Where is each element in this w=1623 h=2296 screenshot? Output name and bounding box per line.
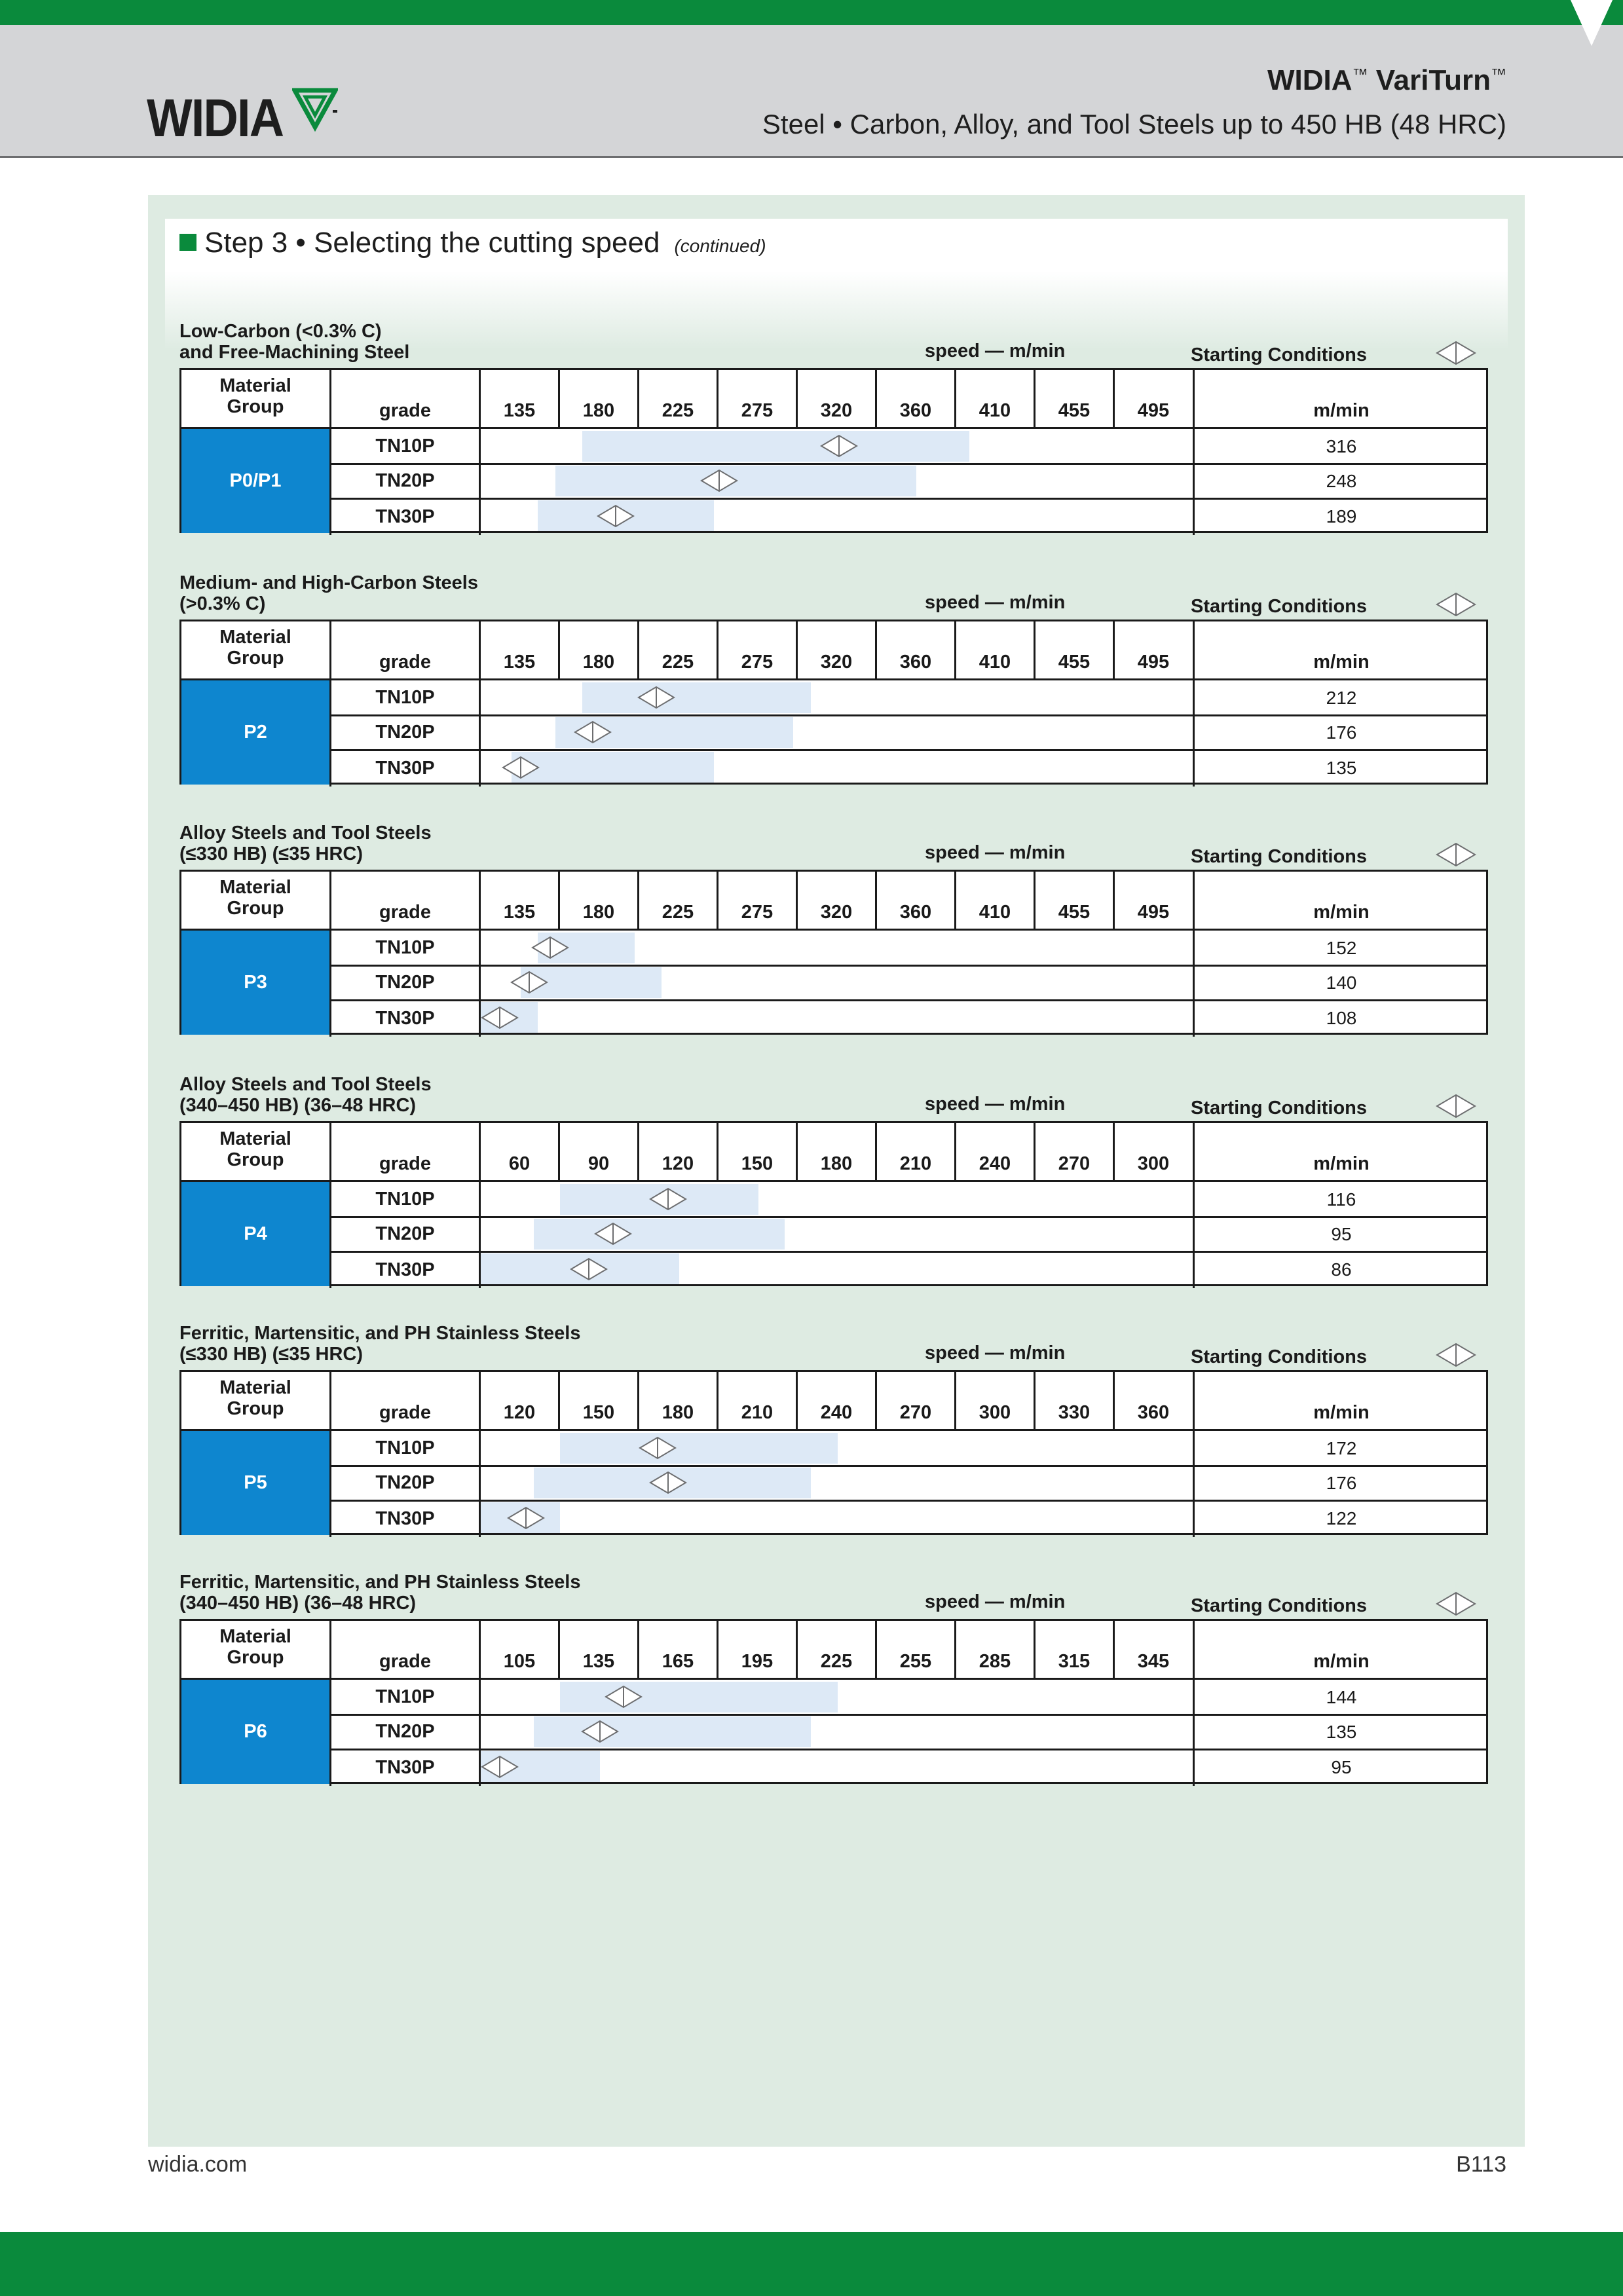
speed-column-header: 315 (1034, 1621, 1113, 1678)
speed-column-header: 165 (637, 1621, 717, 1678)
grade-cell: TN20P (329, 1217, 479, 1251)
section-title: Alloy Steels and Tool Steels (340–450 HB) (36–48 HRC) (179, 1074, 432, 1116)
speed-column-header: 300 (954, 1372, 1034, 1429)
starting-speed-value: 172 (1193, 1431, 1488, 1466)
section-title: Ferritic, Martensitic, and PH Stainless Steels (340–450 HB) (36–48 HRC) (179, 1572, 581, 1614)
starting-speed-value: 176 (1193, 1466, 1488, 1500)
page-subtitle: Steel • Carbon, Alloy, and Tool Steels up to 450 HB (48 HRC) (762, 109, 1506, 139)
table-header-row (181, 1621, 1486, 1680)
grade-header: grade (329, 370, 479, 427)
table-header-row (181, 872, 1486, 931)
insert-diamond-icon (507, 1506, 545, 1533)
section-title: Ferritic, Martensitic, and PH Stainless Steels (≤330 HB) (≤35 HRC) (179, 1323, 581, 1365)
material-group-cell: P2 (181, 680, 329, 785)
speed-range-cell (479, 715, 1193, 750)
page-header (0, 25, 1623, 158)
speed-column-header: 210 (875, 1123, 954, 1180)
speed-column-header: 270 (875, 1372, 954, 1429)
section-title: Medium- and High-Carbon Steels (>0.3% C) (179, 572, 478, 614)
speed-column-header: 135 (479, 872, 558, 929)
speed-range-cell (479, 1251, 1193, 1288)
mmin-header: m/min (1193, 621, 1488, 678)
mmin-header: m/min (1193, 872, 1488, 929)
insert-diamond-icon (594, 1222, 632, 1249)
insert-diamond-icon (1436, 1591, 1476, 1620)
insert-diamond-icon (1436, 842, 1476, 870)
grade-cell: TN20P (329, 1714, 479, 1749)
starting-speed-value: 144 (1193, 1680, 1488, 1714)
speed-column-header: 195 (717, 1621, 796, 1678)
grade-cell: TN10P (329, 931, 479, 965)
speed-column-header: 410 (954, 872, 1034, 929)
speed-column-header: 360 (1113, 1372, 1192, 1429)
grade-cell: TN10P (329, 1431, 479, 1466)
material-group-header: Material Group (219, 627, 291, 669)
speed-range-cell (479, 1680, 1193, 1714)
speed-column-header: 240 (954, 1123, 1034, 1180)
mmin-header: m/min (1193, 370, 1488, 427)
bottom-accent-bar (0, 2232, 1623, 2296)
speed-section (179, 1323, 1488, 1539)
material-group-header: Material Group (219, 877, 291, 919)
starting-speed-value: 248 (1193, 464, 1488, 498)
starting-speed-value: 95 (1193, 1217, 1488, 1251)
speed-range-bar (534, 1716, 811, 1747)
starting-conditions-label: Starting Conditions (1191, 1098, 1368, 1119)
grade-cell: TN30P (329, 498, 479, 535)
speed-label: speed — m/min (925, 1591, 1066, 1612)
insert-diamond-icon (597, 504, 635, 531)
grade-header: grade (329, 1621, 479, 1678)
insert-diamond-icon (639, 1436, 677, 1463)
insert-diamond-icon (1436, 341, 1476, 369)
insert-diamond-icon (531, 936, 569, 963)
speed-column-header: 360 (875, 872, 954, 929)
speed-column-header: 210 (717, 1372, 796, 1429)
speed-range-cell (479, 965, 1193, 1000)
starting-speed-value: 95 (1193, 1749, 1488, 1786)
corner-notch-icon (1531, 0, 1623, 52)
speed-range-bar (560, 1433, 838, 1464)
green-square-icon (179, 234, 196, 251)
starting-conditions-label: Starting Conditions (1191, 1346, 1368, 1367)
speed-column-header: 495 (1113, 621, 1192, 678)
starting-speed-value: 140 (1193, 965, 1488, 1000)
speed-column-header: 275 (717, 621, 796, 678)
top-accent-bar (0, 0, 1623, 25)
speed-section (179, 572, 1488, 788)
grade-header: grade (329, 872, 479, 929)
speed-column-header: 135 (558, 1621, 637, 1678)
material-group-cell: P3 (181, 931, 329, 1035)
page-number: B113 (1456, 2152, 1506, 2177)
grade-cell: TN10P (329, 1680, 479, 1714)
starting-speed-value: 212 (1193, 680, 1488, 715)
speed-column-header: 275 (717, 872, 796, 929)
speed-column-header: 495 (1113, 370, 1192, 427)
grade-cell: TN20P (329, 965, 479, 1000)
speed-column-header: 360 (875, 370, 954, 427)
speed-range-cell (479, 429, 1193, 464)
insert-diamond-icon (574, 720, 612, 747)
grade-cell: TN30P (329, 750, 479, 787)
speed-range-cell (479, 1431, 1193, 1466)
speed-column-header: 225 (796, 1621, 875, 1678)
speed-column-header: 150 (558, 1372, 637, 1429)
speed-column-header: 120 (637, 1123, 717, 1180)
speed-column-header: 275 (717, 370, 796, 427)
material-group-header: Material Group (219, 1377, 291, 1419)
speed-column-header: 320 (796, 872, 875, 929)
insert-diamond-icon (637, 686, 675, 713)
widia-logo: WIDIA (147, 88, 298, 149)
speed-column-header: 180 (637, 1372, 717, 1429)
insert-diamond-icon (649, 1187, 687, 1214)
speed-column-header: 410 (954, 621, 1034, 678)
speed-column-header: 135 (479, 370, 558, 427)
insert-diamond-icon (502, 756, 540, 783)
grade-cell: TN30P (329, 1251, 479, 1288)
speed-column-header: 120 (479, 1372, 558, 1429)
speed-column-header: 320 (796, 370, 875, 427)
starting-conditions-label: Starting Conditions (1191, 596, 1368, 617)
speed-column-header: 225 (637, 621, 717, 678)
speed-column-header: 180 (558, 872, 637, 929)
insert-diamond-icon (820, 434, 858, 461)
speed-range-bar (582, 431, 970, 462)
speed-label: speed — m/min (925, 842, 1066, 863)
speed-column-header: 455 (1034, 370, 1113, 427)
speed-column-header: 180 (558, 370, 637, 427)
speed-range-cell (479, 1182, 1193, 1217)
grade-cell: TN30P (329, 1500, 479, 1537)
mmin-header: m/min (1193, 1621, 1488, 1678)
speed-section (179, 823, 1488, 1039)
material-group-header: Material Group (219, 1128, 291, 1170)
speed-column-header: 270 (1034, 1123, 1113, 1180)
grade-cell: TN30P (329, 1000, 479, 1037)
insert-diamond-icon (481, 1006, 519, 1033)
grade-header: grade (329, 621, 479, 678)
material-group-header: Material Group (219, 375, 291, 417)
grade-cell: TN10P (329, 680, 479, 715)
speed-table (179, 1121, 1488, 1286)
insert-diamond-icon (1436, 1342, 1476, 1371)
insert-diamond-icon (605, 1685, 643, 1712)
table-header-row (181, 370, 1486, 429)
grade-cell: TN20P (329, 464, 479, 498)
grade-header: grade (329, 1123, 479, 1180)
section-title: Low-Carbon (<0.3% C) and Free-Machining Steel (179, 321, 410, 363)
material-group-cell: P5 (181, 1431, 329, 1535)
starting-speed-value: 152 (1193, 931, 1488, 965)
starting-conditions-label: Starting Conditions (1191, 1595, 1368, 1616)
starting-conditions-label: Starting Conditions (1191, 846, 1368, 867)
material-group-cell: P0/P1 (181, 429, 329, 533)
speed-range-cell (479, 750, 1193, 787)
widia-triangle-logo-icon (292, 86, 338, 132)
speed-range-cell (479, 1466, 1193, 1500)
speed-range-bar (534, 1219, 785, 1250)
insert-diamond-icon (649, 1471, 687, 1498)
speed-section (179, 1074, 1488, 1290)
speed-range-cell (479, 1714, 1193, 1749)
speed-column-header: 135 (479, 621, 558, 678)
speed-range-cell (479, 498, 1193, 535)
speed-table (179, 368, 1488, 533)
material-group-header: Material Group (219, 1626, 291, 1668)
speed-column-header: 225 (637, 872, 717, 929)
speed-table (179, 870, 1488, 1035)
step-heading: Step 3 • Selecting the cutting speed (continued) (179, 227, 766, 259)
speed-range-cell (479, 1000, 1193, 1037)
speed-column-header: 225 (637, 370, 717, 427)
speed-range-cell (479, 464, 1193, 498)
insert-diamond-icon (581, 1720, 619, 1747)
speed-range-cell (479, 1749, 1193, 1786)
speed-label: speed — m/min (925, 592, 1066, 613)
grade-cell: TN10P (329, 1182, 479, 1217)
speed-column-header: 255 (875, 1621, 954, 1678)
speed-range-cell (479, 680, 1193, 715)
speed-table (179, 1619, 1488, 1784)
section-title: Alloy Steels and Tool Steels (≤330 HB) (≤35 HRC) (179, 823, 432, 864)
grade-cell: TN10P (329, 429, 479, 464)
table-header-row (181, 1123, 1486, 1182)
speed-column-header: 455 (1034, 872, 1113, 929)
speed-column-header: 105 (479, 1621, 558, 1678)
speed-range-cell (479, 931, 1193, 965)
starting-speed-value: 135 (1193, 750, 1488, 787)
starting-speed-value: 86 (1193, 1251, 1488, 1288)
table-header-row (181, 1372, 1486, 1431)
insert-diamond-icon (570, 1257, 608, 1284)
speed-range-bar (560, 1682, 838, 1713)
speed-range-cell (479, 1217, 1193, 1251)
speed-label: speed — m/min (925, 1094, 1066, 1115)
speed-column-header: 495 (1113, 872, 1192, 929)
speed-range-bar (512, 752, 714, 783)
mmin-header: m/min (1193, 1372, 1488, 1429)
speed-column-header: 345 (1113, 1621, 1192, 1678)
insert-diamond-icon (510, 971, 548, 997)
speed-column-header: 150 (717, 1123, 796, 1180)
speed-label: speed — m/min (925, 341, 1066, 361)
starting-speed-value: 122 (1193, 1500, 1488, 1537)
speed-column-header: 360 (875, 621, 954, 678)
insert-diamond-icon (1436, 1094, 1476, 1122)
speed-section (179, 1572, 1488, 1788)
speed-column-header: 320 (796, 621, 875, 678)
speed-table (179, 1370, 1488, 1535)
speed-column-header: 285 (954, 1621, 1034, 1678)
grade-header: grade (329, 1372, 479, 1429)
speed-column-header: 330 (1034, 1372, 1113, 1429)
speed-column-header: 60 (479, 1123, 558, 1180)
speed-column-header: 180 (796, 1123, 875, 1180)
starting-speed-value: 176 (1193, 715, 1488, 750)
speed-range-cell (479, 1500, 1193, 1537)
insert-diamond-icon (481, 1755, 519, 1782)
speed-label: speed — m/min (925, 1342, 1066, 1363)
content-panel (148, 195, 1525, 2147)
speed-section (179, 321, 1488, 537)
starting-conditions-label: Starting Conditions (1191, 344, 1368, 365)
insert-diamond-icon (1436, 592, 1476, 620)
speed-column-header: 90 (558, 1123, 637, 1180)
starting-speed-value: 108 (1193, 1000, 1488, 1037)
speed-column-header: 240 (796, 1372, 875, 1429)
speed-column-header: 180 (558, 621, 637, 678)
speed-column-header: 300 (1113, 1123, 1192, 1180)
speed-column-header: 410 (954, 370, 1034, 427)
mmin-header: m/min (1193, 1123, 1488, 1180)
starting-speed-value: 116 (1193, 1182, 1488, 1217)
table-header-row (181, 621, 1486, 680)
speed-range-bar (582, 682, 811, 713)
starting-speed-value: 316 (1193, 429, 1488, 464)
material-group-cell: P6 (181, 1680, 329, 1784)
grade-cell: TN30P (329, 1749, 479, 1786)
insert-diamond-icon (700, 469, 738, 496)
footer-site: widia.com (148, 2152, 248, 2177)
speed-table (179, 620, 1488, 785)
starting-speed-value: 135 (1193, 1714, 1488, 1749)
speed-column-header: 455 (1034, 621, 1113, 678)
brand-title: WIDIA™ VariTurn™ (1267, 64, 1506, 96)
grade-cell: TN20P (329, 1466, 479, 1500)
material-group-cell: P4 (181, 1182, 329, 1286)
grade-cell: TN20P (329, 715, 479, 750)
starting-speed-value: 189 (1193, 498, 1488, 535)
